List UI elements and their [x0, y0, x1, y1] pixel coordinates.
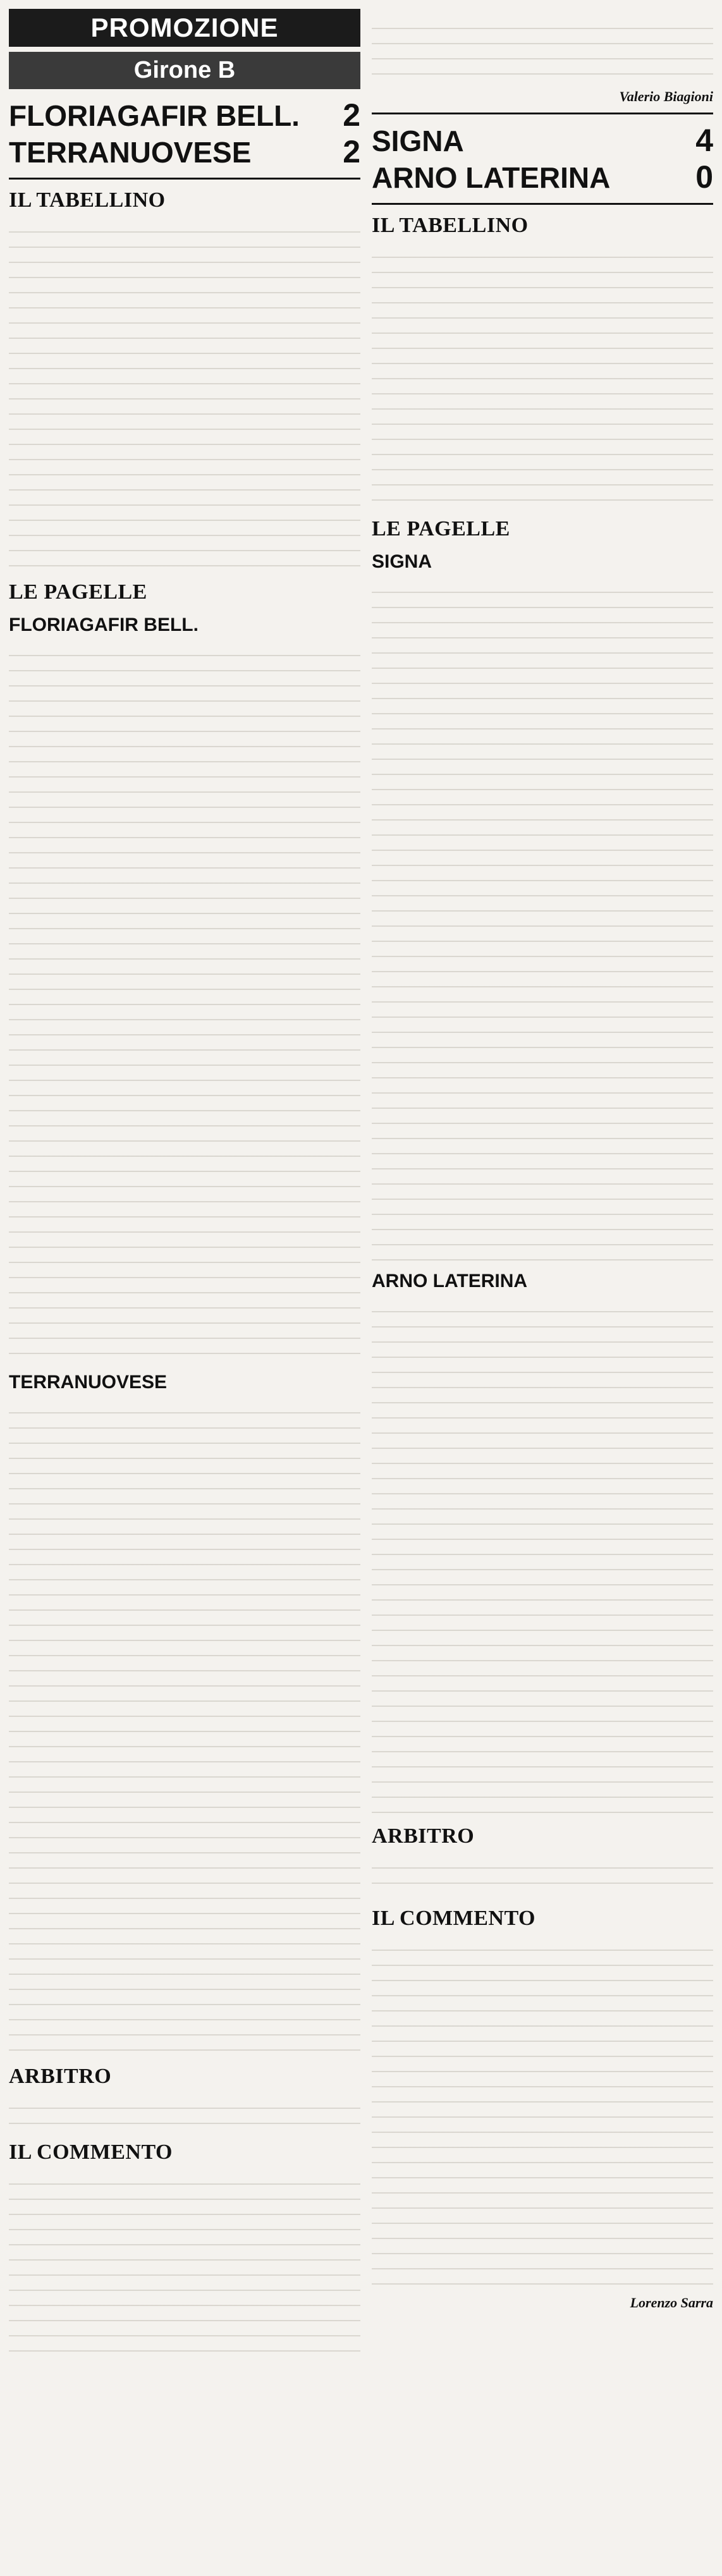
commento-text-block-2 [372, 1936, 713, 2290]
away-score-2: 0 [695, 159, 713, 195]
author-byline: Valerio Biagioni [619, 89, 713, 104]
divider [372, 113, 713, 114]
continued-text-block [372, 14, 713, 83]
commento-text-block [9, 2170, 360, 2359]
home-score-2: 4 [695, 123, 713, 158]
home-team-2: SIGNA [372, 125, 464, 157]
home-pagelle-heading-2: SIGNA [372, 551, 432, 572]
away-team: TERRANUOVESE [9, 136, 252, 169]
home-pagelle-text-block [9, 641, 360, 1362]
arbitro-text-block-2 [372, 1853, 713, 1898]
score-home-row [9, 97, 360, 133]
right-column [372, 9, 713, 2311]
divider [372, 203, 713, 205]
pagelle-heading-2: LE PAGELLE [372, 517, 510, 540]
tabellino-text-block [9, 217, 360, 571]
arbitro-heading-2: ARBITRO [372, 1824, 475, 1848]
score-away-row-2 [372, 159, 713, 195]
home-pagelle-text-block-2 [372, 578, 713, 1261]
pagelle-heading: LE PAGELLE [9, 580, 147, 604]
divider [9, 178, 360, 180]
away-pagelle-heading-2: ARNO LATERINA [372, 1271, 528, 1291]
away-pagelle-heading: TERRANUOVESE [9, 1372, 168, 1393]
arbitro-text-block [9, 2094, 360, 2132]
tabellino-text-block-2 [372, 243, 713, 508]
arbitro-heading: ARBITRO [9, 2065, 112, 2088]
score-away-row [9, 133, 360, 170]
home-pagelle-heading: FLORIAGAFIR BELL. [9, 614, 199, 635]
league-banner: PROMOZIONE [9, 9, 360, 47]
home-score: 2 [343, 97, 360, 133]
tabellino-heading-2: IL TABELLINO [372, 214, 529, 237]
away-pagelle-text-block-2 [372, 1297, 713, 1816]
home-team: FLORIAGAFIR BELL. [9, 99, 300, 132]
tabellino-heading: IL TABELLINO [9, 188, 166, 212]
commento-heading-2: IL COMMENTO [372, 1907, 535, 1930]
away-score: 2 [343, 134, 360, 169]
group-banner: Girone B [9, 52, 360, 89]
away-team-2: ARNO LATERINA [372, 161, 611, 194]
commento-heading: IL COMMENTO [9, 2140, 173, 2164]
away-pagelle-text-block [9, 1398, 360, 2056]
left-column [9, 9, 360, 2364]
score-home-row-2 [372, 122, 713, 159]
author-byline-2: Lorenzo Sarra [630, 2295, 713, 2310]
